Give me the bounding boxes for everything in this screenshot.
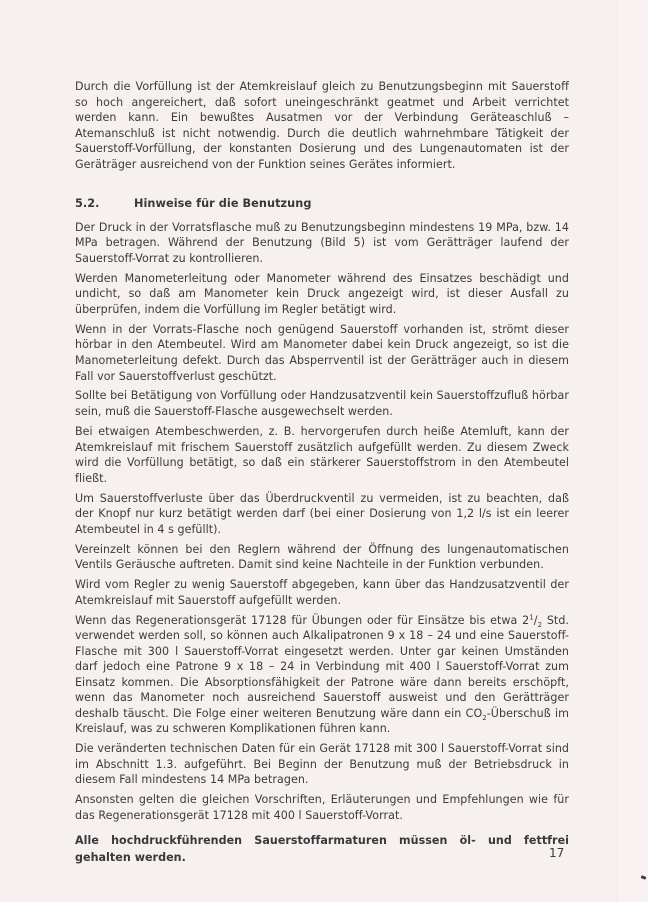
text-segment: Wenn das Regenerationsgerät 17128 für Übungen oder für Einsätze bis etwa <box>75 613 523 627</box>
co2-subscript: 2 <box>482 714 487 723</box>
paragraph: Die veränderten technischen Daten für ein Gerät 17128 mit 300 l Sauerstoff-Vorrat sind im Abschnitt 1.3. aufgeführt. Bei Beginn der Benutzung muß der Betriebsdruck in diesem Fall mindestens 14 MPa betragen. <box>75 742 569 787</box>
paragraph: Ansonsten gelten die gleichen Vorschriften, Erläuterungen und Empfehlungen wie für das Regenerationsgerät 17128 mit 400 l Sauerstoff-Vorrat. <box>75 793 569 822</box>
warning-note: Alle hochdruckführenden Sauerstoffarmaturen müssen öl- und fettfrei gehalten werden. <box>75 834 569 865</box>
paragraph: Wenn in der Vorrats-Flasche noch genügend Sauerstoff vorhanden ist, strömt dieser hörbar in den Atembeutel. Wird am Manometer dabei kein Druck angezeigt, so ist die Manometerleitung defekt. Durch das Absperrventil ist der Gerätträger auch in diesem Fall vor Sauerstoffverlust geschützt. <box>75 322 569 383</box>
intro-paragraph: Durch die Vorfüllung ist der Atemkreislauf gleich zu Benutzungsbeginn mit Sauerstoff so hoch angereichert, daß sofort uneingeschränkt geatmet und Arbeit verrichtet werden kann. Ein bewußtes Ausatmen vor der Verbindung Geräteaschluß – Atemanschluß ist nicht notwendig. Durch die deutlich wahrnehmbare Tätigkeit der Sauerstoff-Vorfüllung, der konstanten Dosierung und des Lungenautomaten ist der Geräträger ausreichend von der Funktion seines Gerätes informiert. <box>75 80 569 171</box>
page-number: 17 <box>549 846 565 860</box>
paragraph: Bei etwaigen Atembeschwerden, z. B. hervorgerufen durch heiße Atemluft, kann der Atemkreislauf mit frischem Sauerstoff zusätzlich aufgefüllt werden. Zu diesem Zweck wird die Vorfüllung betätigt, so daß ein stärkerer Sauerstoffstrom in den Atembeutel fließt. <box>75 424 569 485</box>
paragraph: Der Druck in der Vorratsflasche muß zu Benutzungsbeginn mindestens 19 MPa, bzw. 14 MPa betragen. Während der Benutzung (Bild 5) ist vom Gerätträger laufend der Sauerstoff-Vorrat zu kontrollieren. <box>75 220 569 265</box>
text-segment: Std. verwendet werden soll, so können auch Alkalipatronen 9 x 18 – 24 und eine Sauerstoff-Flasche mit 300 l Sauerstoff-Vorrat eingesetzt werden. Unter gar keinen Umständen darf jedoch eine Patrone 9 x 18 – 24 in Verbindung mit 400 l Sauerstoff-Vorrat zum Einsatz kommen. Die Absorptionsfähigkeit der Patrone wäre dann bereits erschöpft, wenn das Manometer noch ausreichend Sauerstoff ausweist und den Gerätträger deshalb täuscht. Die Folge einer weiteren Benutzung wäre dann ein CO <box>75 613 569 720</box>
paragraph: Wird vom Regler zu wenig Sauerstoff abgegeben, kann über das Handzusatzventil der Atemkreislauf mit Sauerstoff aufgefüllt werden. <box>75 578 569 607</box>
section-title: Hinweise für die Benutzung <box>134 197 312 211</box>
page-edge <box>617 0 648 902</box>
regeneration-paragraph <box>75 613 569 737</box>
paragraph: Sollte bei Betätigung von Vorfüllung oder Handzusatzventil kein Sauerstoffzufluß hörbar sein, muß die Sauerstoff-Flasche ausgewechselt werden. <box>75 389 569 419</box>
fraction-two-and-half: $2^1/_2$ <box>522 612 543 629</box>
section-number: 5.2. <box>75 197 100 211</box>
text-segment: -Überschuß im Kreislauf, was zu schweren Komplikationen führen kann. <box>75 706 570 736</box>
paragraph: Um Sauerstoffverluste über das Überdruckventil zu vermeiden, ist zu beachten, daß der Knopf nur kurz betätigt werden darf (bei einer Dosierung von 1,2 l/s ist ein leerer Atembeutel in 4 s gefüllt). <box>75 491 569 536</box>
page-content <box>75 79 569 871</box>
fraction-whole: 2 <box>522 613 530 627</box>
fraction-denominator: 2 <box>537 620 543 629</box>
section-heading <box>75 196 569 212</box>
paragraph: Vereinzelt können bei den Reglern während der Öffnung des lungenautomatischen Ventils Geräusche auftreten. Damit sind keine Nachteile in der Funktion verbunden. <box>75 542 569 572</box>
fraction-numerator: 1 <box>529 612 534 621</box>
paragraph: Werden Manometerleitung oder Manometer während des Einsatzes beschädigt und undicht, so daß am Manometer kein Druck angezeigt wird, ist dieser Ausfall zu überprüfen, indem die Vorfüllung im Regler betätigt wird. <box>75 271 569 316</box>
